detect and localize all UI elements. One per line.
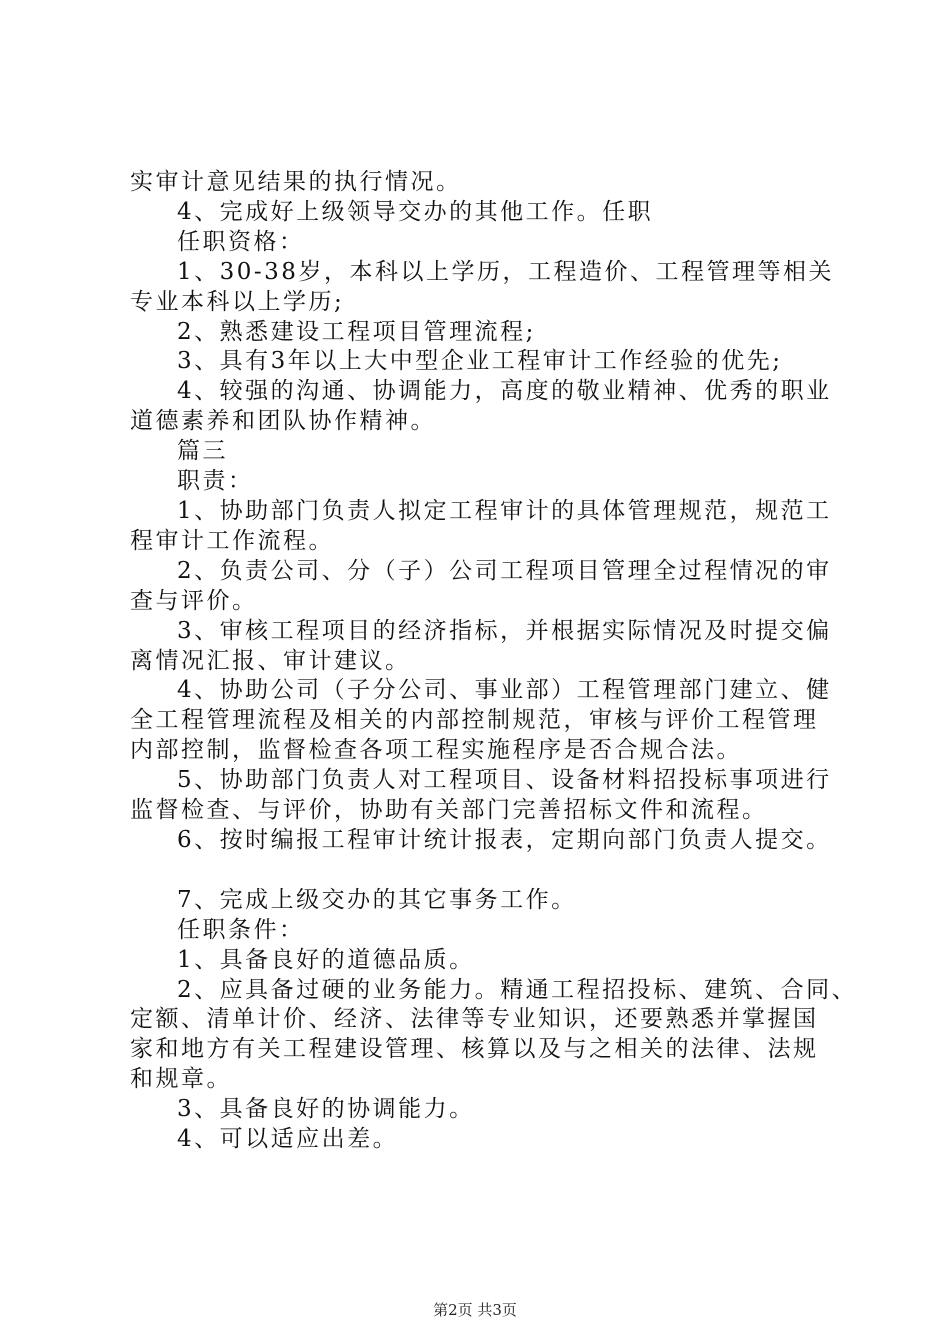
text-line: 7、完成上级交办的其它事务工作。 <box>177 886 577 913</box>
text-line: 任职条件： <box>177 916 305 943</box>
text-line: 5、协助部门负责人对工程项目、设备材料招投标事项进行 <box>177 767 832 794</box>
text-line: 定额、清单计价、经济、法律等专业知识，还要熟悉并掌握国 <box>130 1006 819 1033</box>
text-line: 实审计意见结果的执行情况。 <box>130 169 462 195</box>
text-line: 篇三 <box>177 438 228 465</box>
text-line: 离情况汇报、审计建议。 <box>130 647 411 674</box>
text-line: 内部控制，监督检查各项工程实施程序是否合规合法。 <box>130 737 742 764</box>
text-line: 2、负责公司、分（子）公司工程项目管理全过程情况的审 <box>177 557 832 584</box>
text-line: 2、熟悉建设工程项目管理流程; <box>177 318 536 345</box>
text-line: 职责： <box>177 468 254 495</box>
text-line: 道德素养和团队协作精神。 <box>130 408 436 435</box>
text-line: 和规章。 <box>130 1066 232 1093</box>
text-line: 任职资格： <box>177 228 305 255</box>
page-footer: 第2页 共3页 <box>433 1301 517 1319</box>
text-line: 查与评价。 <box>130 587 258 614</box>
document-body <box>130 168 858 1155</box>
text-line: 4、完成好上级领导交办的其他工作。任职 <box>177 198 654 225</box>
text-line: 1、30-38岁，本科以上学历，工程造价、工程管理等相关 <box>177 258 834 285</box>
paragraph-gap <box>130 856 830 886</box>
text-line: 2、应具备过硬的业务能力。精通工程招投标、建筑、合同、 <box>177 976 858 1003</box>
text-line: 监督检查、与评价，协助有关部门完善招标文件和流程。 <box>130 797 768 824</box>
text-line: 家和地方有关工程建设管理、核算以及与之相关的法律、法规 <box>130 1036 819 1063</box>
text-line: 程审计工作流程。 <box>130 527 334 554</box>
text-line: 4、较强的沟通、协调能力，高度的敬业精神、优秀的职业 <box>177 378 832 405</box>
text-line: 专业本科以上学历; <box>130 288 345 315</box>
text-line: 3、审核工程项目的经济指标，并根据实际情况及时提交偏 <box>177 617 832 644</box>
text-line: 4、可以适应出差。 <box>177 1126 399 1153</box>
text-line: 6、按时编报工程审计统计报表，定期向部门负责人提交。 <box>177 826 832 853</box>
text-line: 全工程管理流程及相关的内部控制规范，审核与评价工程管理 <box>130 707 819 734</box>
text-line: 3、具有3年以上大中型企业工程审计工作经验的优先; <box>177 348 783 375</box>
text-line: 1、协助部门负责人拟定工程审计的具体管理规范，规范工 <box>177 497 832 524</box>
text-line: 1、具备良好的道德品质。 <box>177 946 475 973</box>
text-line: 4、协助公司（子分公司、事业部）工程管理部门建立、健 <box>177 677 832 704</box>
text-line: 3、具备良好的协调能力。 <box>177 1096 475 1123</box>
